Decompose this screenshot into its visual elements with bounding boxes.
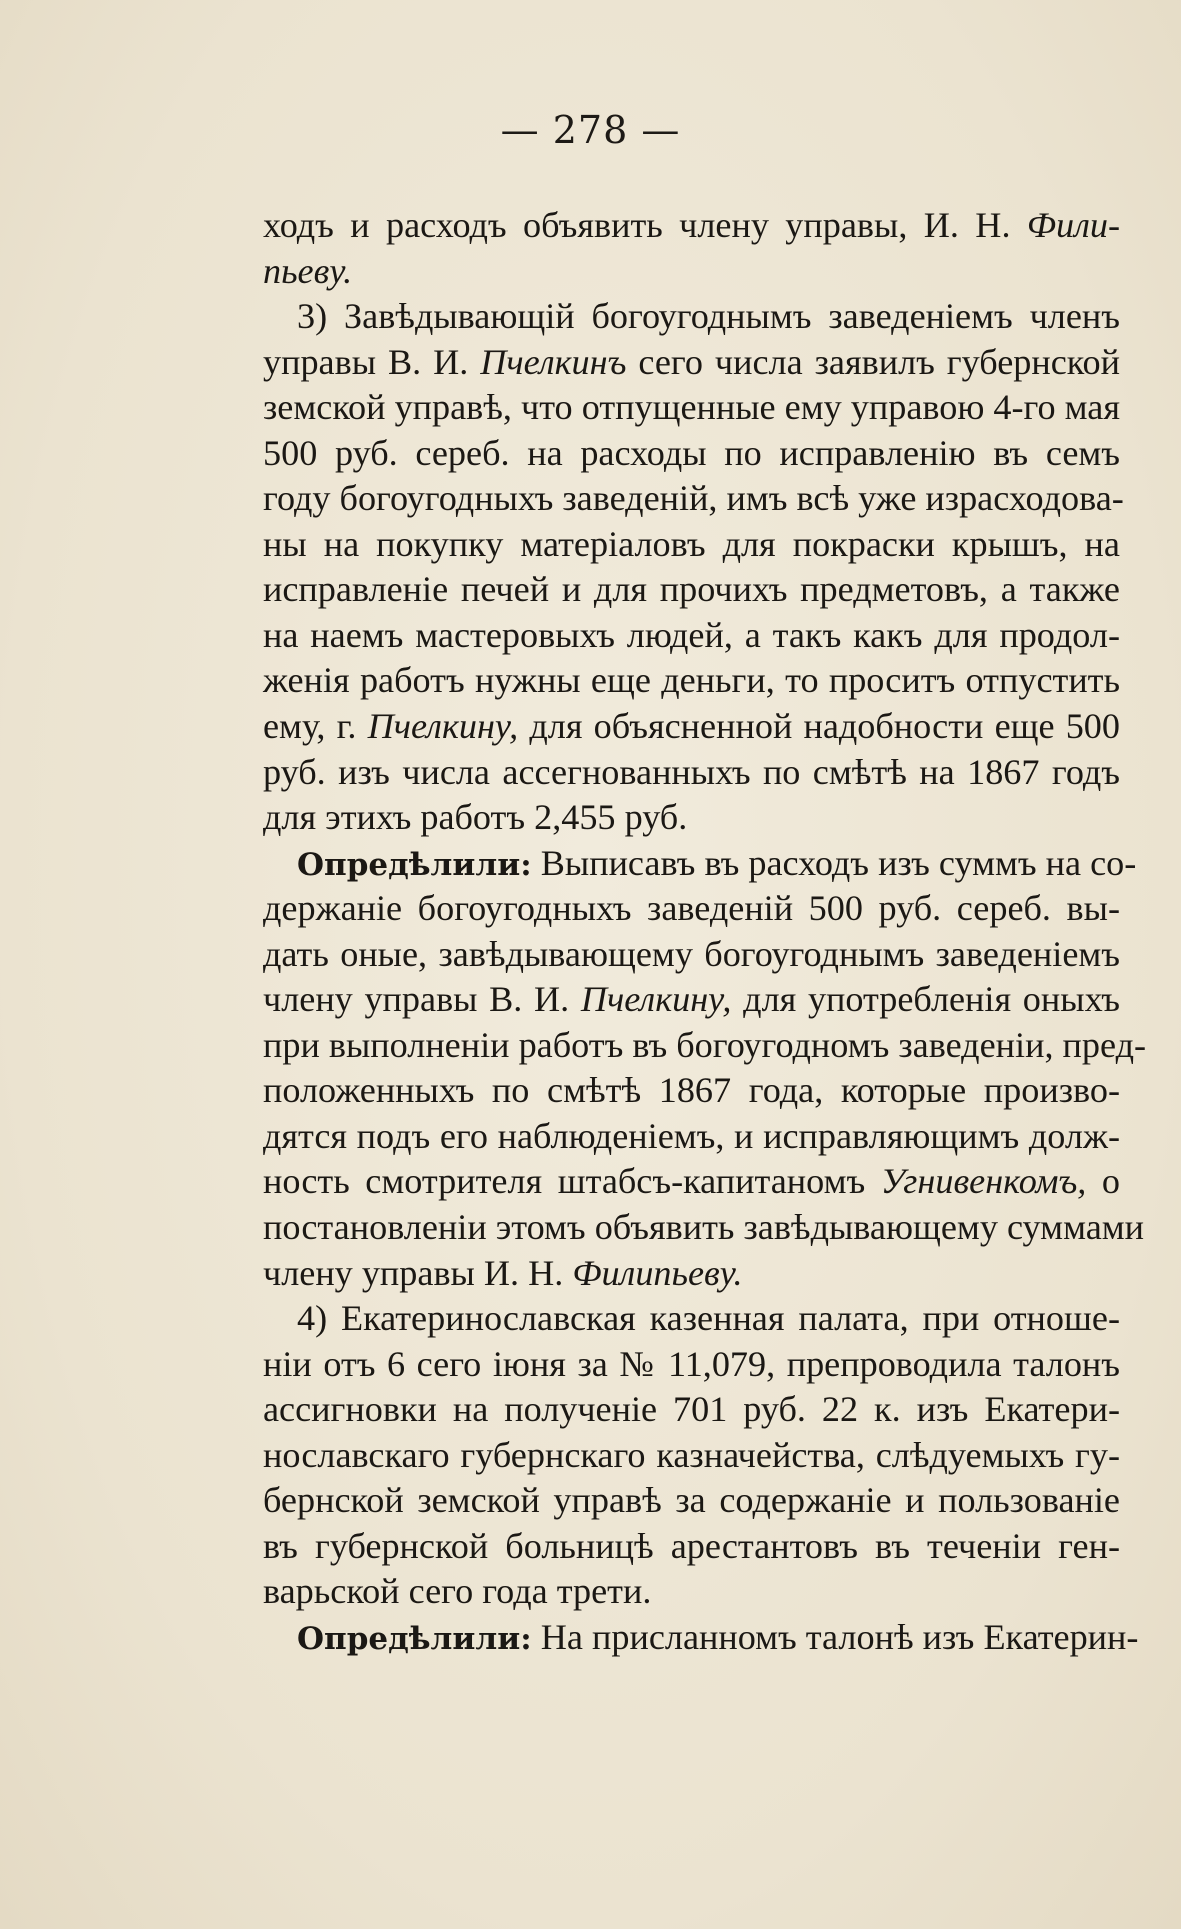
text-segment: постановленіи этомъ объявить завѣдывающему суммами: [263, 1207, 1145, 1248]
resolution-lead: Опредѣлили:: [297, 846, 532, 883]
text-segment: о: [1086, 1161, 1120, 1202]
text-line: [263, 476, 1124, 522]
text-line: [263, 1205, 1145, 1251]
text-segment: для употребленія оныхъ: [731, 979, 1120, 1020]
text-line: [263, 203, 1120, 249]
text-line: [263, 613, 1120, 659]
page-number: — 278 —: [500, 108, 681, 152]
text-segment: нославскаго губернскаго казначейства, слѣдуемыхъ гу-: [263, 1434, 1120, 1475]
text-segment: 500 руб. сереб. на расходы по исправленію въ семъ: [263, 432, 1120, 473]
text-segment: ность смотрителя штабсъ-капитаномъ: [263, 1161, 881, 1202]
text-segment: варьской сего года трети.: [263, 1571, 652, 1612]
text-line: [263, 385, 1120, 431]
text-line: [263, 1068, 1120, 1114]
text-segment: руб. изъ числа ассегнованныхъ по смѣтѣ на 1867 годъ: [263, 751, 1120, 792]
text-segment: земской управѣ, что отпущенные ему управою 4-го мая: [263, 387, 1120, 428]
text-line: [263, 249, 1120, 295]
text-segment: ходъ и расходъ объявить члену управы, И. Н.: [263, 205, 1027, 245]
text-line: [263, 658, 1120, 704]
italic-name: Филипьеву.: [572, 1252, 743, 1293]
italic-name: Угнивенкомъ,: [880, 1161, 1087, 1202]
text-segment: на наемъ мастеровыхъ людей, а такъ какъ для продол-: [263, 614, 1120, 655]
text-segment: въ губернской больницѣ арестантовъ въ теченіи ген-: [263, 1525, 1120, 1566]
text-line: [263, 841, 1137, 887]
text-line: [263, 1023, 1147, 1069]
text-segment: ны на покупку матеріаловъ для покраски крышъ, на: [263, 523, 1120, 564]
text-line: [263, 1114, 1120, 1160]
text-segment: бернской земской управѣ за содержаніе и пользованіе: [263, 1480, 1120, 1521]
text-line: [263, 1524, 1120, 1570]
italic-name: Пчелкину,: [367, 706, 519, 747]
italic-name: Фили-: [1026, 205, 1120, 245]
text-segment: ему, г.: [263, 706, 368, 747]
text-segment: женія работъ нужны еще деньги, то проситъ отпустить: [263, 660, 1120, 701]
text-line: [263, 1296, 1120, 1342]
text-segment: держаніе богоугодныхъ заведеній 500 руб. сереб. вы-: [263, 888, 1120, 929]
text-segment: На присланномъ талонѣ изъ Екатерин-: [531, 1616, 1139, 1657]
text-line: [263, 1433, 1120, 1479]
text-line: [263, 932, 1120, 978]
text-line: [263, 795, 1120, 841]
text-line: [263, 294, 1120, 340]
italic-name: Пчелкинъ: [480, 341, 627, 382]
resolution-lead: Опредѣлили:: [297, 1620, 532, 1657]
text-segment: исправленіе печей и для прочихъ предметовъ, а также: [263, 569, 1120, 610]
text-segment: дать оные, завѣдывающему богоугоднымъ заведеніемъ: [263, 933, 1120, 974]
text-line: [263, 750, 1120, 796]
text-line: [263, 977, 1120, 1023]
text-segment: Выписавъ въ расходъ изъ суммъ на со-: [531, 842, 1137, 883]
text-line: [263, 431, 1120, 477]
text-segment: дятся подъ его наблюденіемъ, и исправляющимъ долж-: [263, 1115, 1120, 1156]
text-line: [263, 1387, 1120, 1433]
text-line: [263, 1478, 1120, 1524]
text-line: [263, 1251, 1120, 1297]
text-line: [263, 886, 1120, 932]
italic-name: Пчелкину,: [580, 979, 732, 1020]
text-segment: сего числа заявилъ губернской: [626, 341, 1120, 382]
text-line: [263, 522, 1120, 568]
text-segment: для объясненной надобности еще 500: [518, 706, 1120, 747]
text-segment: при выполненіи работъ въ богоугодномъ заведеніи, пред-: [263, 1024, 1147, 1065]
text-line: [263, 340, 1120, 386]
text-segment: году богоугодныхъ заведеній, имъ всѣ уже израсходова-: [263, 478, 1124, 519]
italic-name: пьеву.: [263, 250, 353, 291]
text-line: [263, 1159, 1120, 1205]
text-segment: члену управы И. Н.: [263, 1252, 573, 1293]
text-segment: положенныхъ по смѣтѣ 1867 года, которые произво-: [263, 1070, 1120, 1111]
text-segment: управы В. И.: [263, 341, 481, 382]
text-line: [263, 567, 1120, 613]
text-segment: члену управы В. И.: [263, 979, 581, 1020]
text-segment: 4) Екатеринославская казенная палата, при отноше-: [297, 1298, 1120, 1339]
text-segment: ассигновки на полученіе 701 руб. 22 к. изъ Екатери-: [263, 1389, 1120, 1430]
text-segment: 3) Завѣдывающій богоугоднымъ заведеніемъ членъ: [297, 296, 1120, 337]
page-body: [263, 203, 1147, 1661]
text-segment: для этихъ работъ 2,455 руб.: [263, 797, 688, 838]
text-line: [263, 704, 1120, 750]
text-line: [263, 1569, 1120, 1615]
text-segment: ніи отъ 6 сего іюня за № 11,079, препроводила талонъ: [263, 1343, 1120, 1384]
text-line: [263, 1615, 1139, 1661]
text-line: [263, 1342, 1120, 1388]
